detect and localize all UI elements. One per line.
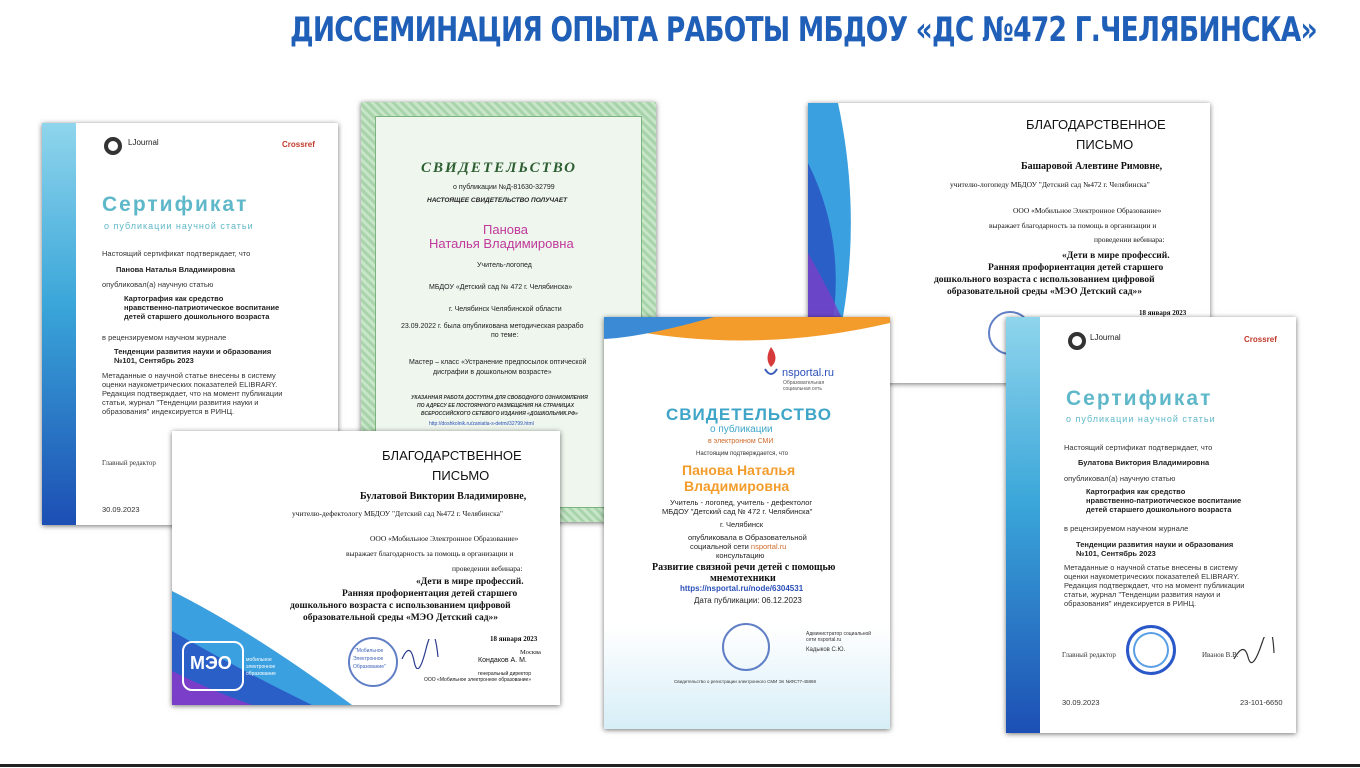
thank-you-letter-bulatova bbox=[172, 431, 560, 705]
signer-title: генеральный директор bbox=[478, 671, 531, 677]
text-line: статьи, журнал "Тенденции развития науки и bbox=[102, 398, 259, 407]
date-label: 30.09.2023 bbox=[1062, 698, 1100, 707]
journal-issue: №101, Сентябрь 2023 bbox=[114, 356, 194, 365]
publication-url: http://doshkolnik.ru/zaniatia-s-detmi/32799.html bbox=[429, 421, 534, 427]
text-line: выражает благодарность за помощь в организации и bbox=[989, 221, 1157, 230]
text-line: оценки наукометрических показателей ELIBRARY. bbox=[102, 380, 278, 389]
webinar-title: дошкольного возраста с использованием цифровой bbox=[290, 601, 511, 611]
recipient-role: Учитель - логопед, учитель - дефектолог bbox=[670, 498, 813, 507]
flame-logo-icon bbox=[762, 345, 780, 379]
article-title: детей старшего дошкольного возраста bbox=[124, 312, 270, 321]
text-line: Редакция подтверждает, что на момент публикации bbox=[1064, 581, 1245, 590]
certificate-heading: СВИДЕТЕЛЬСТВО bbox=[421, 160, 577, 176]
text-line: консультацию bbox=[716, 551, 765, 560]
letter-heading: ПИСЬМО bbox=[432, 468, 490, 483]
text-line: образования" индексируется в РИНЦ. bbox=[1064, 599, 1197, 608]
recipient-name: Панова Наталья bbox=[682, 462, 796, 478]
article-title: Картография как средство bbox=[1086, 487, 1186, 496]
brand-sub: социальная сеть bbox=[783, 386, 822, 392]
meo-logo-text: МЭО bbox=[190, 653, 232, 673]
article-title: нравственно-патриотическое воспитание bbox=[124, 303, 280, 312]
crossref-label: Crossref bbox=[282, 140, 315, 149]
brand-sub: Образовательная bbox=[783, 380, 825, 386]
brand-label: nsportal.ru bbox=[782, 367, 834, 379]
text-line: статьи, журнал "Тенденции развития науки и bbox=[1064, 590, 1221, 599]
admin-label: сети nsportal.ru bbox=[806, 637, 842, 643]
certificate-subheading: о публикации научной статьи bbox=[104, 221, 254, 231]
certificate-subheading: о публикации научной статьи bbox=[1066, 414, 1216, 424]
webinar-title: дошкольного возраста с использованием цифровой bbox=[934, 275, 1155, 285]
text-line: проведении вебинара: bbox=[452, 564, 523, 573]
publication-url: https://nsportal.ru/node/6304531 bbox=[680, 584, 804, 593]
webinar-title: образовательной среды «МЭО Детский сад»» bbox=[303, 613, 499, 623]
webinar-title: образовательной среды «МЭО Детский сад»» bbox=[947, 287, 1143, 297]
certificate-bulatova bbox=[1006, 317, 1296, 733]
recipient-name: Наталья Владимировна bbox=[429, 236, 574, 251]
text-line: проведении вебинара: bbox=[1094, 235, 1165, 244]
text-line bbox=[690, 542, 786, 551]
recipient-org: МБДОУ "Детский сад № 472 г. Челябинска" bbox=[662, 507, 813, 516]
recipient-name: Башаровой Алевтине Римовне, bbox=[1021, 161, 1163, 172]
certificate-heading: СВИДЕТЕЛЬСТВО bbox=[666, 405, 832, 424]
text-line: опубликовал(а) научную статью bbox=[102, 280, 214, 289]
publication-number: о публикации №Д-81630-32799 bbox=[453, 184, 555, 191]
recipient-role: учителю-логопеду МБДОУ "Детский сад №472 г. Челябинска" bbox=[950, 180, 1150, 189]
blue-band bbox=[42, 123, 76, 525]
stamp-text: "Мобильное bbox=[355, 648, 384, 654]
text-fragment: социальной сети bbox=[690, 542, 751, 551]
note-line: ВСЕРОССИЙСКОГО СЕТЕВОГО ИЗДАНИЯ «ДОШКОЛЬНИК.РФ» bbox=[421, 411, 578, 417]
certificate-heading: Сертификат bbox=[102, 193, 249, 216]
text-line: Метаданные о научной статье внесены в систему bbox=[1064, 563, 1238, 572]
recipient-name: Булатова Виктория Владимировна bbox=[1078, 458, 1210, 467]
link-fragment: nsportal.ru bbox=[750, 542, 787, 551]
logo-sub: образование bbox=[246, 671, 276, 677]
organization: ООО «Мобильное Электронное Образование» bbox=[370, 534, 519, 543]
text-line: НАСТОЯЩЕЕ СВИДЕТЕЛЬСТВО ПОЛУЧАЕТ bbox=[427, 197, 568, 204]
stamp-text: Электронное bbox=[353, 656, 384, 662]
seal-icon bbox=[1126, 625, 1176, 675]
signer-name: Иванов В.В. bbox=[1202, 651, 1239, 659]
certificate-nsportal bbox=[604, 317, 890, 729]
text-line: в рецензируемом научном журнале bbox=[102, 333, 227, 342]
topic-line: Мастер – класс «Устранение предпосылок оптической bbox=[409, 359, 587, 366]
journal-name: Тенденции развития науки и образования bbox=[114, 347, 272, 356]
corner-decoration bbox=[604, 317, 890, 357]
note-line: ПО АДРЕСУ ЕЕ ПОСТОЯННОГО РАЗМЕЩЕНИЯ НА СТРАНИЦАХ bbox=[417, 403, 575, 409]
logo-sub: мобильное bbox=[246, 657, 272, 663]
stamp-icon bbox=[722, 623, 770, 671]
date-label: 18 января 2023 bbox=[1139, 309, 1187, 317]
ljournal-logo-icon bbox=[104, 137, 122, 155]
text-line: Метаданные о научной статье внесены в систему bbox=[102, 371, 276, 380]
recipient-name: Булатовой Виктории Владимировне, bbox=[360, 491, 527, 502]
topic-line: Развитие связной речи детей с помощью bbox=[652, 562, 836, 573]
letter-heading: БЛАГОДАРСТВЕННОЕ bbox=[382, 448, 522, 463]
letter-heading: БЛАГОДАРСТВЕННОЕ bbox=[1026, 117, 1166, 132]
editor-label: Главный редактор bbox=[1062, 651, 1116, 659]
blue-band bbox=[1006, 317, 1040, 733]
certificate-heading: Сертификат bbox=[1066, 387, 1213, 410]
text-line: оценки наукометрических показателей ELIBRARY. bbox=[1064, 572, 1240, 581]
date-label: Дата публикации: 06.12.2023 bbox=[694, 596, 802, 605]
editor-label: Главный редактор bbox=[102, 459, 156, 467]
recipient-city: г. Челябинск bbox=[720, 520, 764, 529]
bottom-divider bbox=[0, 764, 1360, 767]
text-line: выражает благодарность за помощь в организации и bbox=[346, 549, 514, 558]
stamp-text: Образование" bbox=[353, 664, 386, 670]
page-title: ДИССЕМИНАЦИЯ ОПЫТА РАБОТЫ МБДОУ «ДС №472 Г.ЧЕЛЯБИНСКА» bbox=[290, 10, 1317, 50]
certificate-subheading: о публикации bbox=[710, 424, 773, 435]
text-line: образования" индексируется в РИНЦ. bbox=[102, 407, 235, 416]
brand-label: LJournal bbox=[1090, 333, 1121, 342]
logo-sub: электронное bbox=[246, 664, 276, 670]
webinar-title: «Дети в мире профессий. bbox=[1062, 251, 1170, 261]
recipient-name: Владимировна bbox=[684, 478, 790, 494]
brand-label: LJournal bbox=[128, 138, 159, 147]
article-title: нравственно-патриотическое воспитание bbox=[1086, 496, 1242, 505]
webinar-title: Ранняя профориентация детей старшего bbox=[342, 589, 518, 599]
note-line: УКАЗАННАЯ РАБОТА ДОСТУПНА ДЛЯ СВОБОДНОГО ОЗНАКОМЛЕНИЯ bbox=[411, 395, 588, 401]
text-line: по теме: bbox=[491, 332, 519, 339]
signature-icon bbox=[400, 639, 440, 669]
text-line: Настоящий сертификат подтверждает, что bbox=[1064, 443, 1213, 452]
topic-line: мнемотехники bbox=[710, 573, 776, 584]
topic-line: дисграфии в дошкольном возрасте» bbox=[433, 369, 552, 376]
crossref-label: Crossref bbox=[1244, 335, 1277, 344]
journal-issue: №101, Сентябрь 2023 bbox=[1076, 549, 1156, 558]
article-title: детей старшего дошкольного возраста bbox=[1086, 505, 1232, 514]
recipient-name: Панова Наталья Владимировна bbox=[116, 265, 236, 274]
admin-name: Кадыков С.Ю. bbox=[806, 647, 846, 653]
text-line: Настоящим подтверждается, что bbox=[696, 451, 788, 457]
recipient-role: Учитель-логопед bbox=[477, 262, 532, 269]
text-line: 23.09.2022 г. была опубликована методическая разрабо bbox=[401, 323, 584, 330]
webinar-title: Ранняя профориентация детей старшего bbox=[988, 263, 1164, 273]
city-label: Москва bbox=[520, 649, 541, 656]
text-line: Настоящий сертификат подтверждает, что bbox=[102, 249, 251, 258]
organization: ООО «Мобильное Электронное Образование» bbox=[1013, 206, 1162, 215]
webinar-title: «Дети в мире профессий. bbox=[416, 577, 524, 587]
text-line: опубликовал(а) научную статью bbox=[1064, 474, 1176, 483]
journal-name: Тенденции развития науки и образования bbox=[1076, 540, 1234, 549]
admin-label: Администратор социальной bbox=[806, 631, 872, 637]
date-label: 18 января 2023 bbox=[490, 635, 538, 643]
recipient-city: г. Челябинск Челябинской области bbox=[449, 306, 562, 313]
text-line: в рецензируемом научном журнале bbox=[1064, 524, 1189, 533]
signer-title: ООО «Мобильное электронное образование» bbox=[424, 677, 532, 683]
certificate-number: 23-101-6650 bbox=[1240, 698, 1283, 707]
registration-note: Свидетельство о регистрации электронного СМИ Эл №ФС77-45869 bbox=[674, 679, 817, 684]
recipient-role: учителю-дефектологу МБДОУ "Детский сад №472 г. Челябинска" bbox=[292, 509, 503, 518]
recipient-org: МБДОУ «Детский сад № 472 г. Челябинска» bbox=[429, 284, 573, 291]
text-line: Редакция подтверждает, что на момент публикации bbox=[102, 389, 283, 398]
recipient-surname: Панова bbox=[483, 222, 528, 237]
stamp-icon bbox=[348, 637, 398, 687]
article-title: Картография как средство bbox=[124, 294, 224, 303]
signature-icon bbox=[1232, 637, 1276, 665]
date-label: 30.09.2023 bbox=[102, 505, 140, 514]
signer-name: Кондаков А. М. bbox=[478, 657, 527, 664]
certificate-subheading: в электронном СМИ bbox=[708, 438, 774, 445]
ljournal-logo-icon bbox=[1068, 332, 1086, 350]
letter-heading: ПИСЬМО bbox=[1076, 137, 1134, 152]
text-line: опубликовала в Образовательной bbox=[688, 533, 807, 542]
